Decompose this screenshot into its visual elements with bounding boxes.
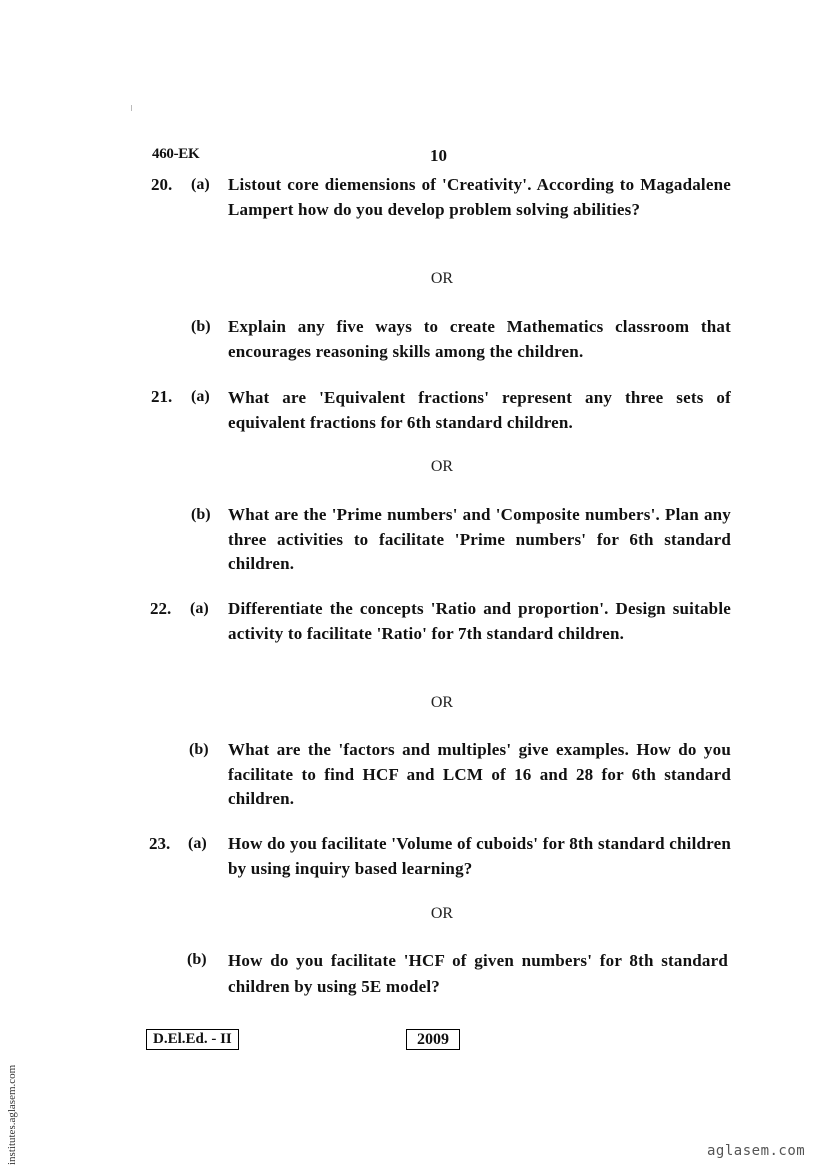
part-label-a: (a) — [191, 388, 210, 405]
question-number-23: 23. — [149, 834, 171, 853]
part-label-a: (a) — [191, 176, 210, 193]
paper-code: 460-EK — [152, 146, 200, 162]
site-watermark: aglasem.com — [707, 1143, 806, 1159]
scan-speck — [131, 105, 132, 111]
question-20b-text: Explain any five ways to create Mathematics classroom that encourages reasoning skills among the children. — [228, 317, 731, 361]
question-number-20: 20. — [151, 175, 173, 194]
page-number: 10 — [430, 146, 447, 165]
question-23a-text: How do you facilitate 'Volume of cuboids' for 8th standard children by using inquiry based learning? — [228, 834, 731, 878]
question-21b-text: What are the 'Prime numbers' and 'Composite numbers'. Plan any three activities to facilitate 'Prime numbers' for 6th standard children. — [228, 505, 731, 573]
question-number-22: 22. — [150, 599, 172, 618]
question-20a-text: Listout core diemensions of 'Creativity'. According to Magadalene Lampert how do you develop problem solving abilities? — [228, 175, 731, 219]
part-label-b: (b) — [187, 951, 207, 968]
part-label-a: (a) — [188, 835, 207, 852]
question-23b-text: How do you facilitate 'HCF of given numbers' for 8th standard children by using 5E model? — [228, 951, 728, 996]
part-label-a: (a) — [190, 600, 209, 617]
side-watermark: institutes.aglasem.com — [6, 1064, 18, 1165]
or-divider: OR — [430, 458, 454, 475]
or-divider: OR — [430, 905, 454, 922]
question-21a-text: What are 'Equivalent fractions' represent any three sets of equivalent fractions for 6th standard children. — [228, 388, 731, 432]
or-divider: OR — [430, 694, 454, 711]
question-22b-text: What are the 'factors and multiples' give examples. How do you facilitate to find HCF and LCM of 16 and 28 for 6th standard children. — [228, 740, 731, 808]
or-divider: OR — [430, 270, 454, 287]
course-code-box: D.El.Ed. - II — [146, 1029, 239, 1050]
year-box: 2009 — [406, 1029, 460, 1050]
question-number-21: 21. — [151, 387, 173, 406]
part-label-b: (b) — [191, 318, 211, 335]
part-label-b: (b) — [191, 506, 211, 523]
part-label-b: (b) — [189, 741, 209, 758]
question-22a-text: Differentiate the concepts 'Ratio and proportion'. Design suitable activity to facilitate 'Ratio' for 7th standard children. — [228, 599, 731, 643]
